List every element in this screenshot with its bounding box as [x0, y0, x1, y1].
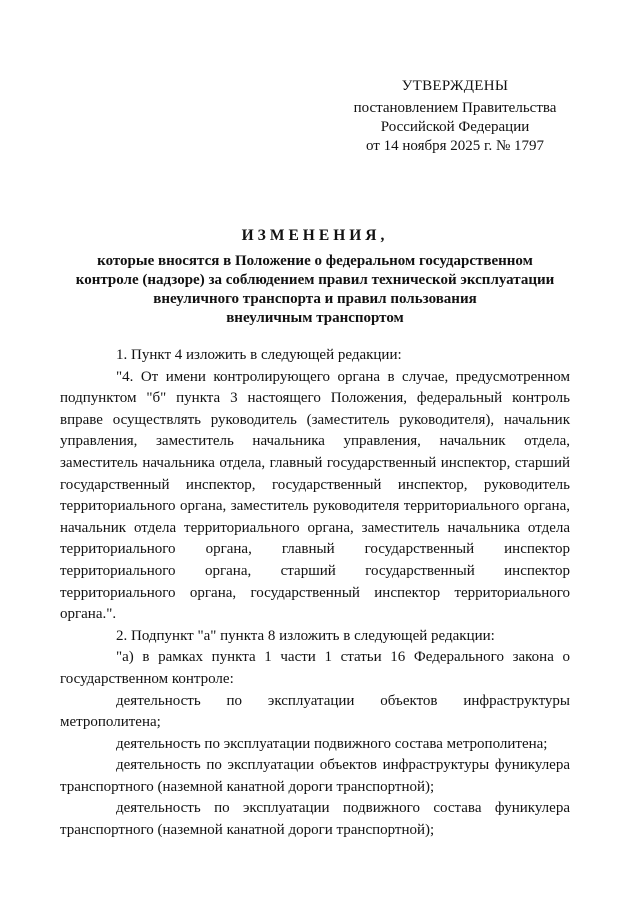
approval-line-1: постановлением Правительства — [353, 100, 557, 116]
paragraph-8: деятельность по эксплуатации подвижного состава фуникулера транспортного (наземной канатной дороги транспортной); — [60, 800, 570, 839]
paragraph-1: 1. Пункт 4 изложить в следующей редакции: — [116, 347, 402, 363]
approval-heading: УТВЕРЖДЕНЫ — [401, 78, 509, 94]
paragraph-3: 2. Подпункт "а" пункта 8 изложить в следующей редакции: — [116, 627, 495, 644]
paragraph-6: деятельность по эксплуатации подвижного состава метрополитена; — [116, 735, 548, 752]
document-title: ИЗМЕНЕНИЯ, — [241, 227, 389, 244]
document-body — [60, 345, 570, 842]
paragraph-2: "4. От имени контролирующего органа в случае, предусмотренном подпунктом "б" пункта 3 настоящего Положения, федеральный контроль вправе осуществлять руководитель (заместитель руководителя), начальник управления, заместитель начальника управления, начальник отдела, заместитель начальника отдела, главный государственный инспектор, старший государственный инспектор, государственный инспектор, руководитель территориального органа, заместитель руководителя территориального органа, начальник отдела территориального органа, заместитель начальника отдела территориального органа, главный государственный инспектор территориального органа, старший государственный инспектор территориального органа, государственный инспектор территориального органа.". — [60, 368, 570, 623]
subtitle-line-4: внеуличным транспортом — [226, 310, 404, 326]
paragraph-4: "а) в рамках пункта 1 части 1 статьи 16 Федерального закона о государственном контроле: — [60, 649, 570, 687]
approval-line-2: Российской Федерации — [380, 119, 530, 135]
subtitle-line-3: внеуличного транспорта и правил пользования — [153, 291, 477, 307]
subtitle-line-2: контроле (надзоре) за соблюдением правил технической эксплуатации — [75, 272, 555, 288]
paragraph-5: деятельность по эксплуатации объектов инфраструктуры метрополитена; — [60, 692, 570, 731]
paragraph-7: деятельность по эксплуатации объектов инфраструктуры фуникулера транспортного (наземной канатной дороги транспортной); — [60, 757, 570, 795]
subtitle-line-1: которые вносятся в Положение о федеральном государственном — [97, 253, 533, 269]
document-subtitle — [60, 252, 570, 328]
approval-block — [345, 77, 565, 156]
approval-date-line: от 14 ноября 2025 г. № 1797 — [365, 138, 545, 154]
